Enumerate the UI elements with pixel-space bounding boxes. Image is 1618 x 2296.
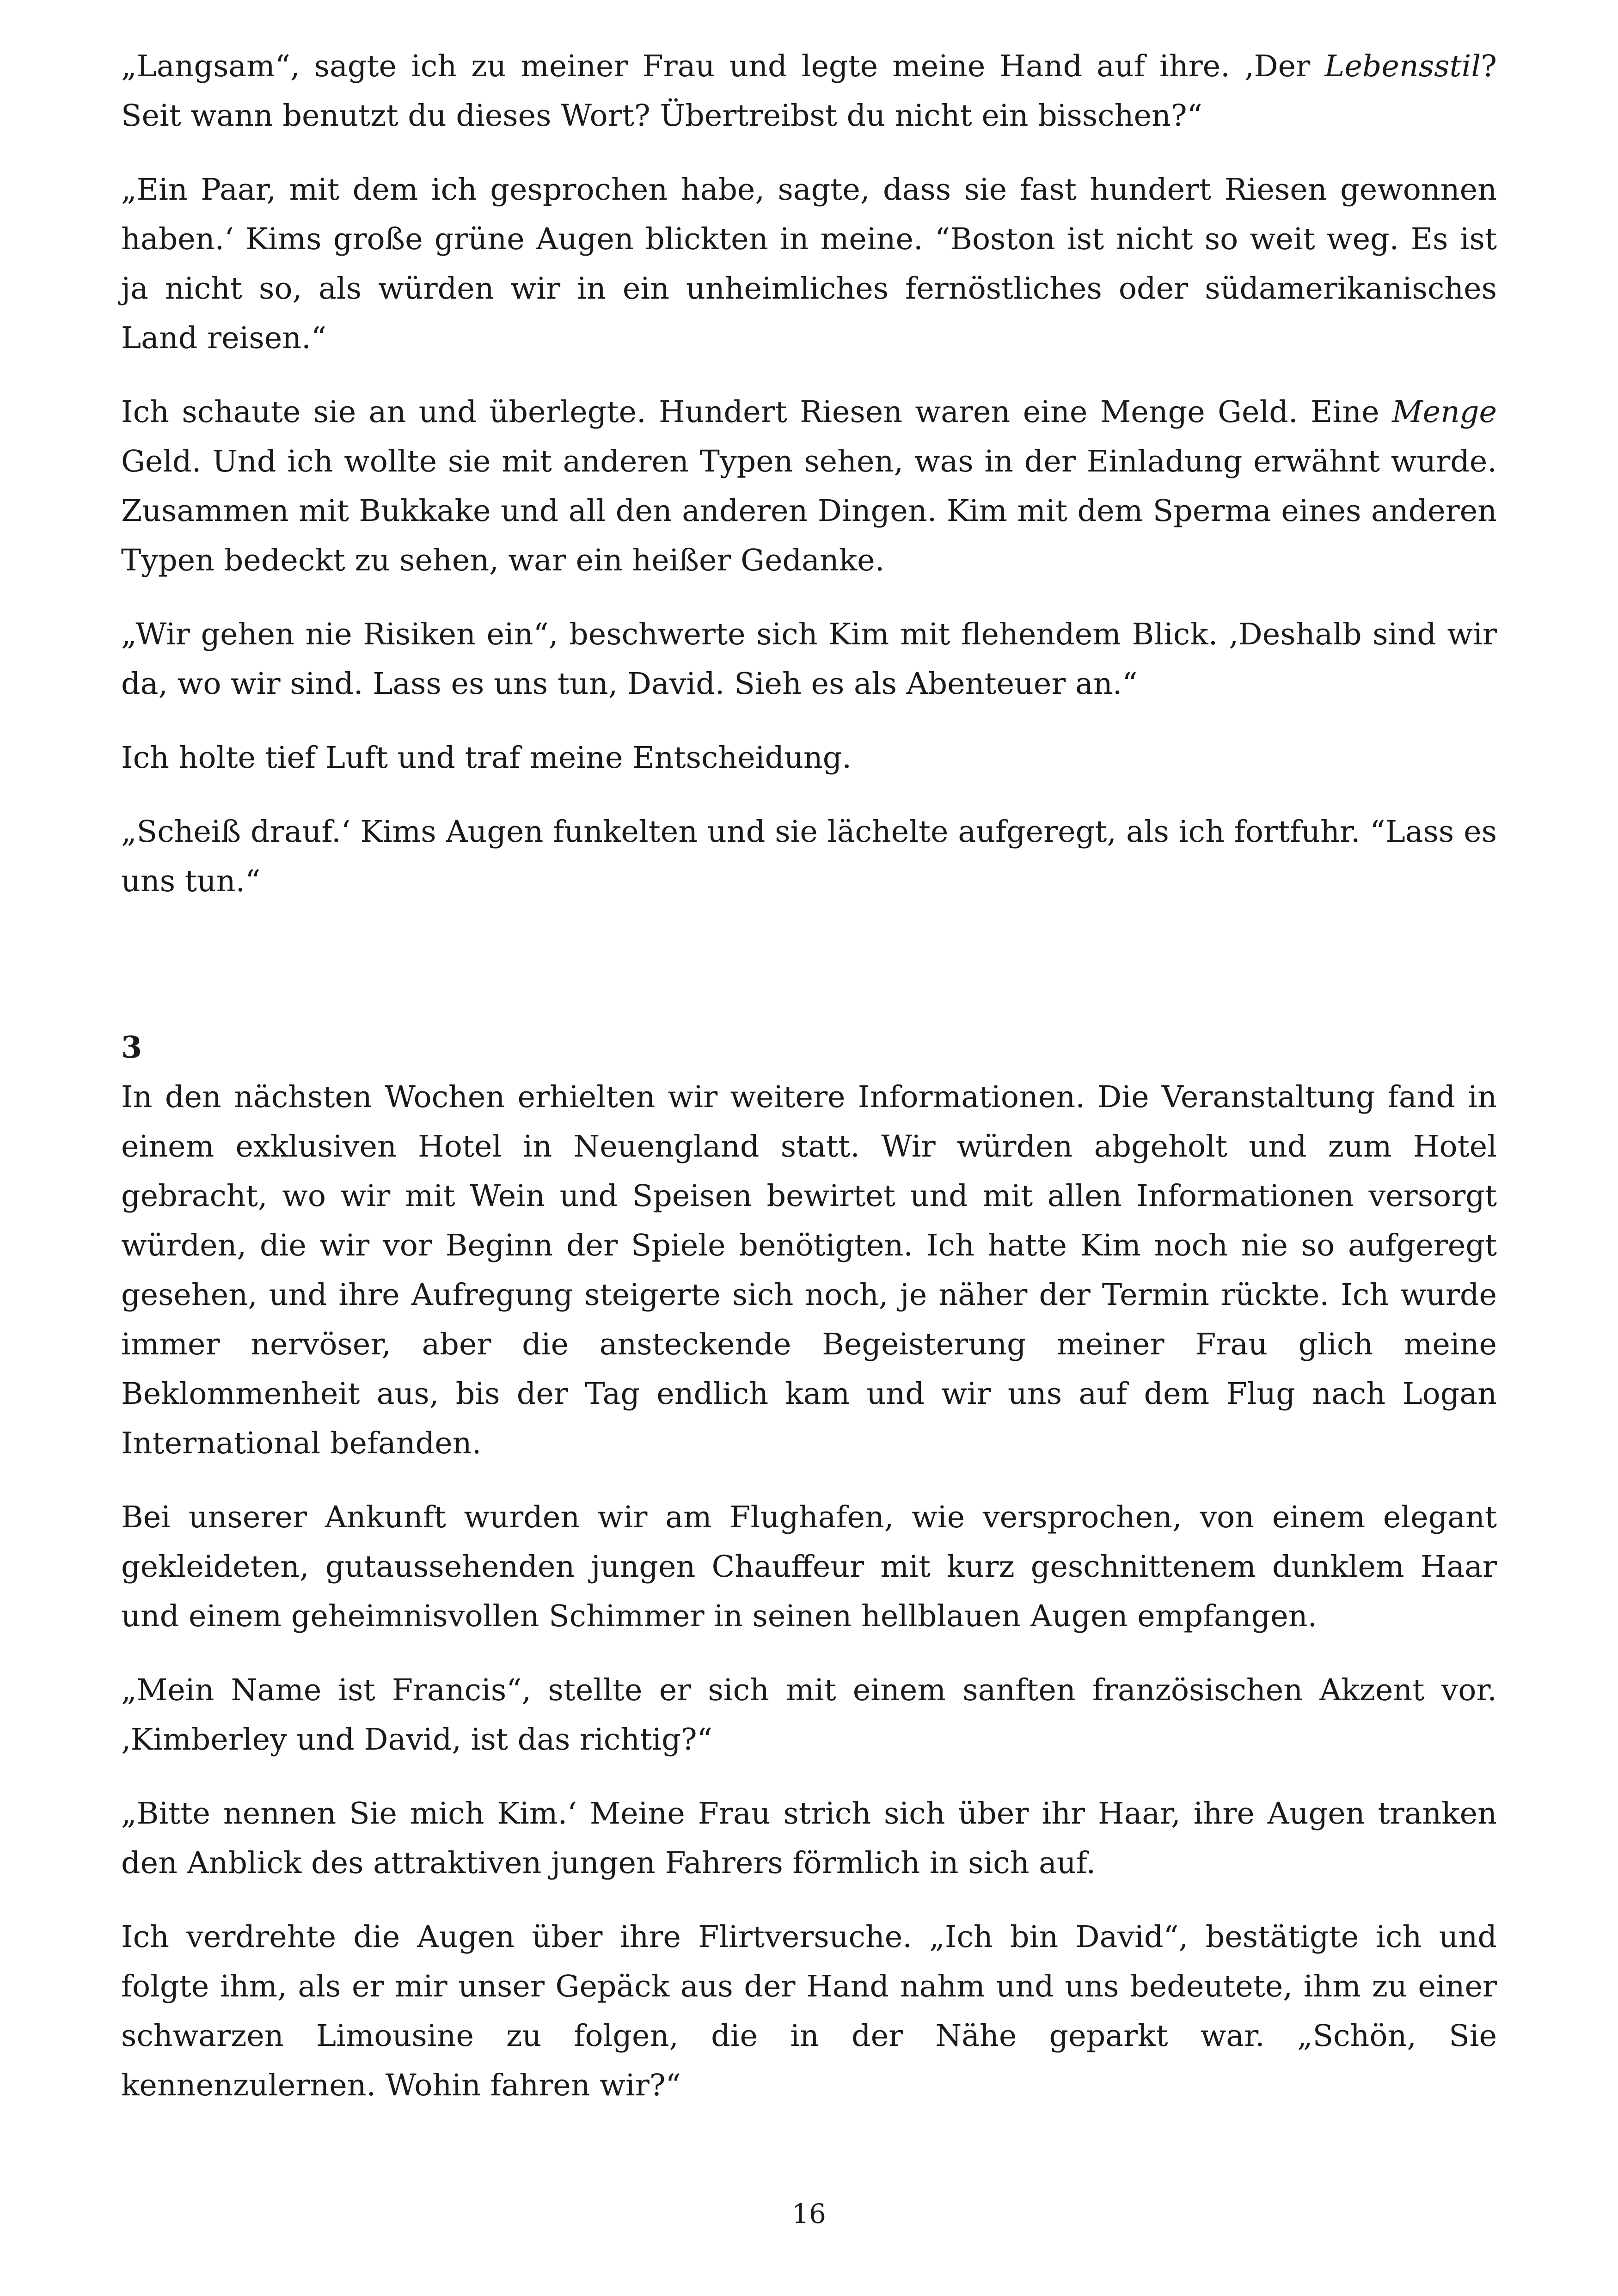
page-body — [121, 42, 1497, 2135]
section-spacer — [121, 931, 1497, 1023]
paragraph: Bei unserer Ankunft wurden wir am Flughafen, wie versprochen, von einem elegant gekleideten, gutaussehenden jungen Chauffeur mit kurz geschnittenem dunklem Haar und einem geheimnisvollen Schimmer in seinen hellblauen Augen empfangen. — [121, 1500, 1497, 1634]
paragraph: „Bitte nennen Sie mich Kim.‘ Meine Frau strich sich über ihr Haar, ihre Augen tranken den Anblick des attraktiven jungen Fahrers förmlich in sich auf. — [121, 1796, 1497, 1880]
paragraph: Ich schaute sie an und überlegte. Hundert Riesen waren eine Menge Geld. Eine Menge Geld. Und ich wollte sie mit anderen Typen sehen, was in der Einladung erwähnt wurde. Zusammen mit Bukkake und all den anderen Dingen. Kim mit dem Sperma eines anderen Typen bedeckt zu sehen, war ein heißer Gedanke. — [121, 395, 1497, 578]
paragraph: „Ein Paar, mit dem ich gesprochen habe, sagte, dass sie fast hundert Riesen gewonnen haben.‘ Kims große grüne Augen blickten in meine. “Boston ist nicht so weit weg. Es ist ja nicht so, als würden wir in ein unheimliches fernöstliches oder südamerikanisches Land reisen.“ — [121, 172, 1497, 355]
emphasis-text: Lebensstil — [1324, 49, 1481, 84]
paragraph: „Wir gehen nie Risiken ein“, beschwerte sich Kim mit flehendem Blick. ‚Deshalb sind wir da, wo wir sind. Lass es uns tun, David. Sieh es als Abenteuer an.“ — [121, 617, 1497, 701]
paragraph: „Scheiß drauf.‘ Kims Augen funkelten und sie lächelte aufgeregt, als ich fortfuhr. “Lass es uns tun.“ — [121, 814, 1497, 899]
page-number: 16 — [792, 2198, 826, 2229]
paragraph: „Langsam“, sagte ich zu meiner Frau und legte meine Hand auf ihre. ‚Der Lebensstil? Seit wann benutzt du dieses Wort? Übertreibst du nicht ein bisschen?“ — [121, 49, 1497, 133]
paragraph: In den nächsten Wochen erhielten wir weitere Informationen. Die Veranstaltung fand in einem exklusiven Hotel in Neuengland statt. Wir würden abgeholt und zum Hotel gebracht, wo wir mit Wein und Speisen bewirtet und mit allen Informationen versorgt würden, die wir vor Beginn der Spiele benötigten. Ich hatte Kim noch nie so aufgeregt gesehen, und ihre Aufregung steigerte sich noch, je näher der Termin rückte. Ich wurde immer nervöser, aber die ansteckende Begeisterung meiner Frau glich meine Beklommenheit aus, bis der Tag endlich kam und wir uns auf dem Flug nach Logan International befanden. — [121, 1080, 1497, 1461]
paragraph: „Mein Name ist Francis“, stellte er sich mit einem sanften französischen Akzent vor. ‚Kimberley und David, ist das richtig?“ — [121, 1673, 1497, 1757]
emphasis-text: Menge — [1392, 395, 1497, 429]
chapter-heading: 3 — [121, 1030, 142, 1065]
paragraph: Ich verdrehte die Augen über ihre Flirtversuche. „Ich bin David“, bestätigte ich und folgte ihm, als er mir unser Gepäck aus der Hand nahm und uns bedeutete, ihm zu einer schwarzen Limousine zu folgen, die in der Nähe geparkt war. „Schön, Sie kennenzulernen. Wohin fahren wir?“ — [121, 1920, 1497, 2103]
paragraph: Ich holte tief Luft und traf meine Entscheidung. — [121, 741, 852, 775]
